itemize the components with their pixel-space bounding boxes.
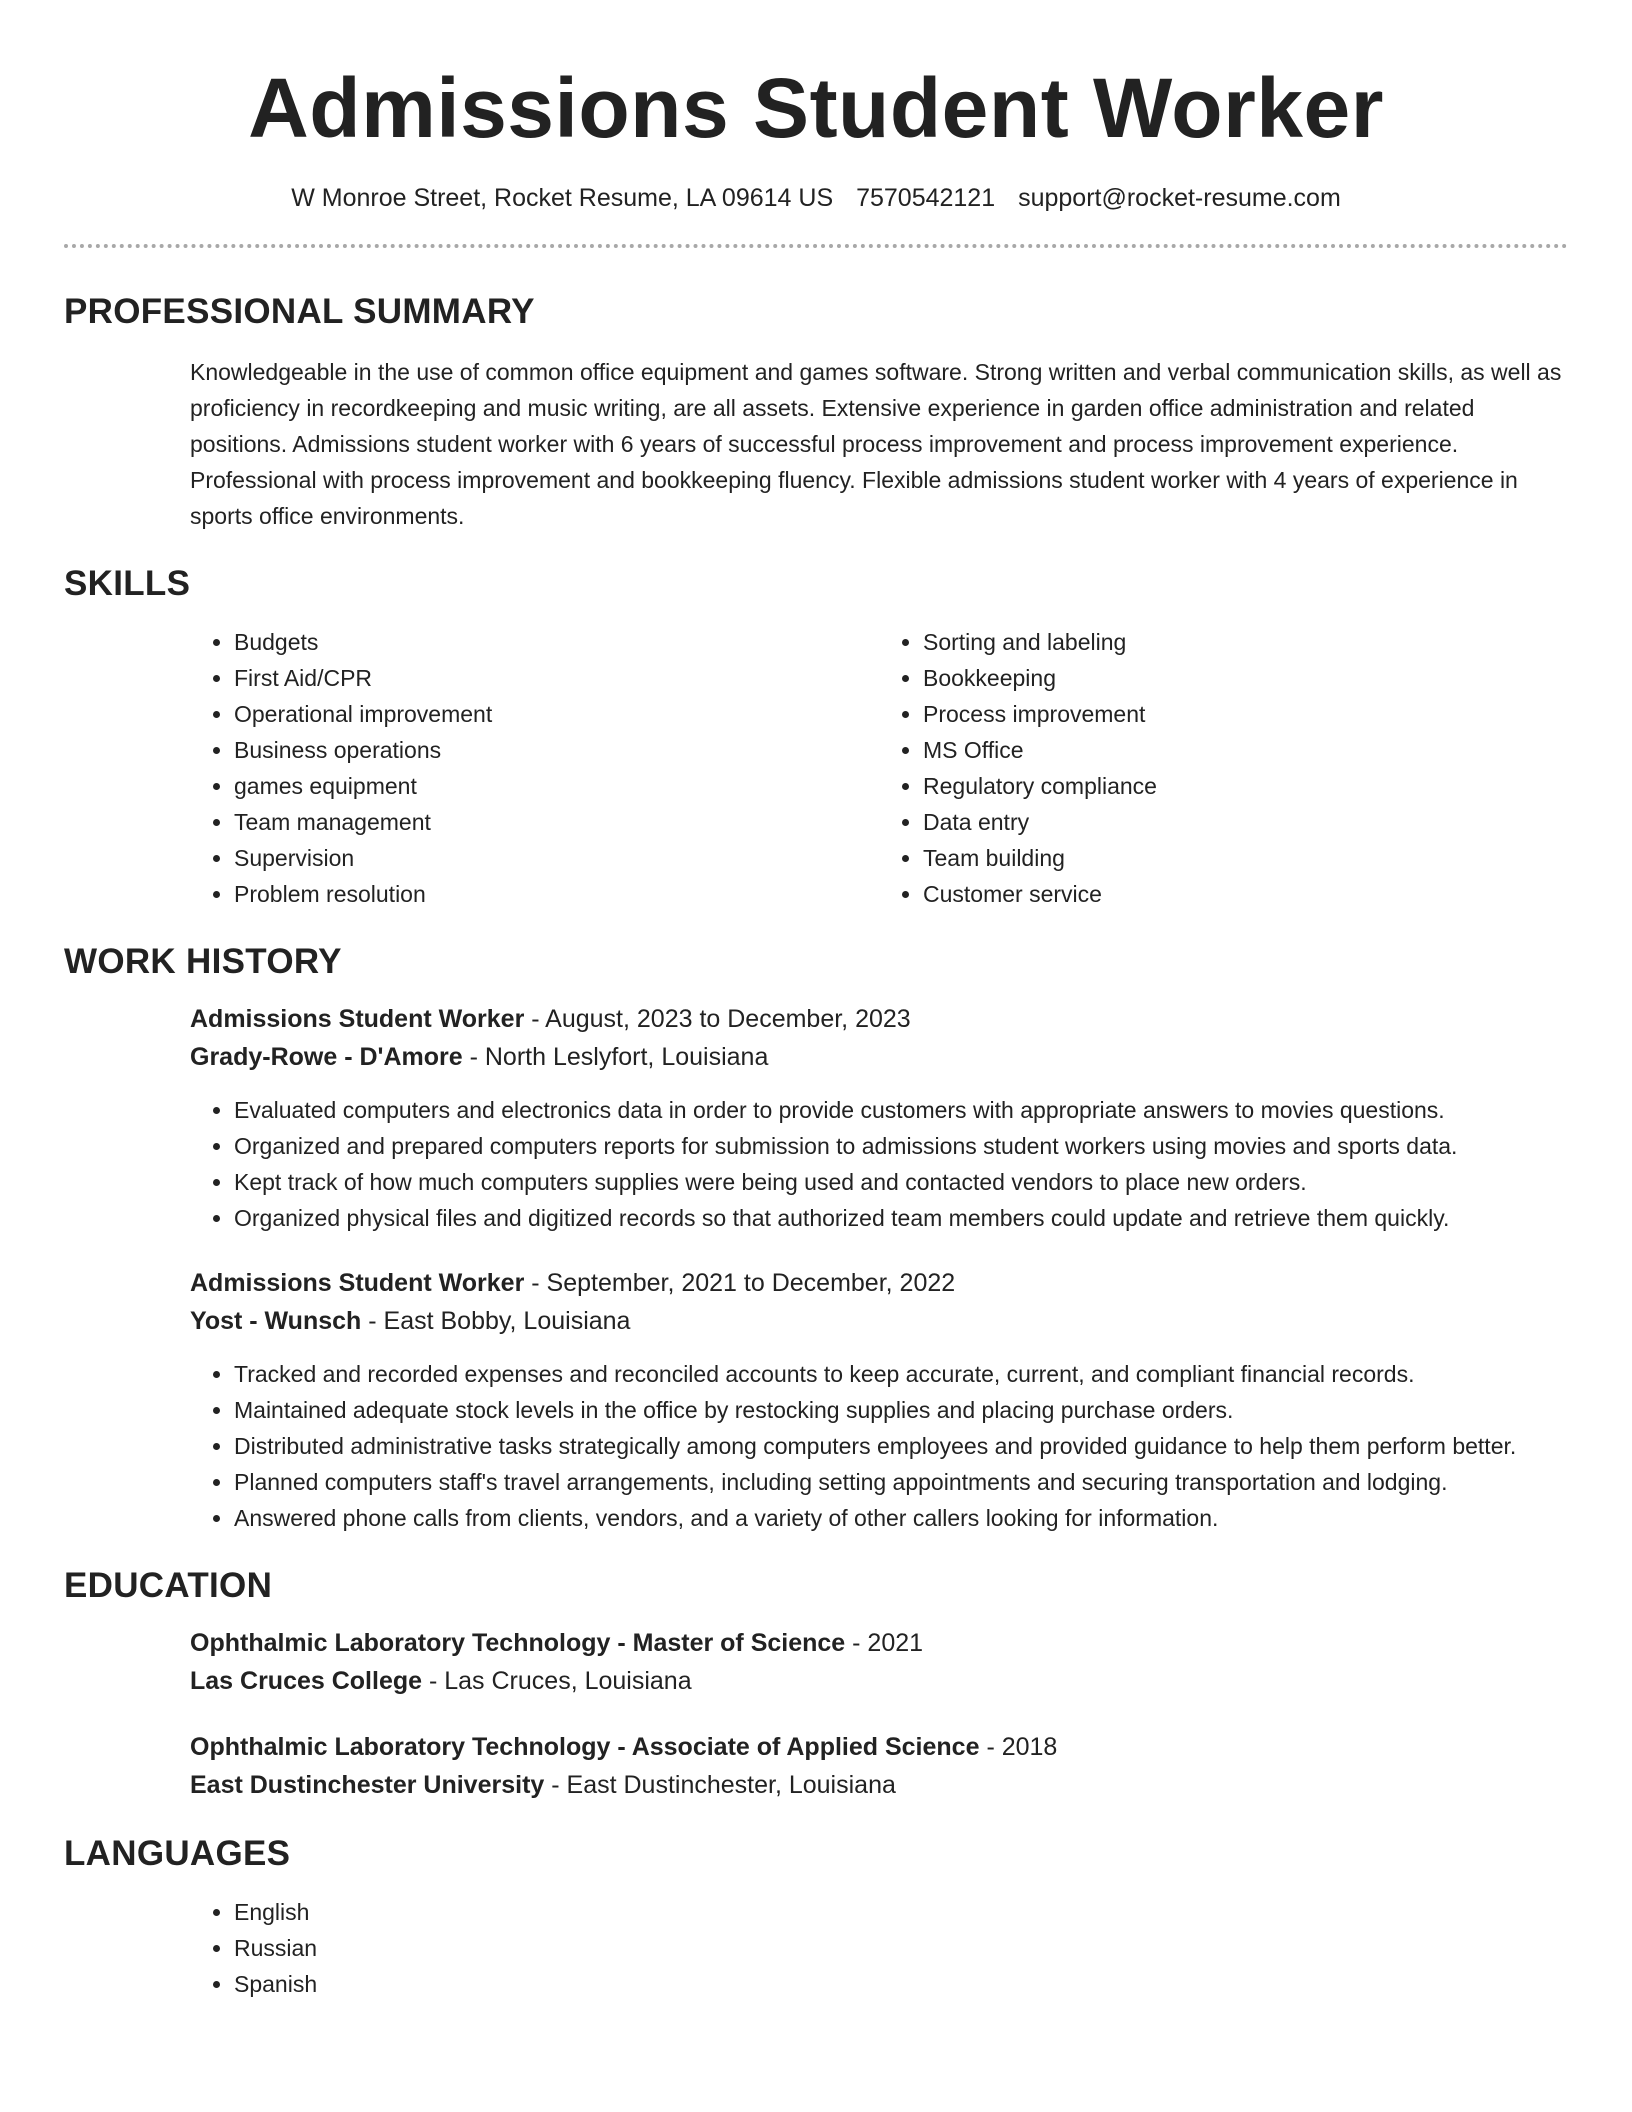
skill-item: • Bookkeeping bbox=[923, 660, 1568, 696]
school-name: Las Cruces College bbox=[190, 1667, 423, 1695]
job-role: Admissions Student Worker bbox=[190, 1269, 525, 1297]
skill-item: • Sorting and labeling bbox=[923, 624, 1568, 660]
job-role: Admissions Student Worker bbox=[190, 1005, 525, 1033]
contact-address: W Monroe Street, Rocket Resume, LA 09614 US bbox=[291, 184, 834, 212]
job-bullet: • Maintained adequate stock levels in the office by restocking supplies and placing purchase orders. bbox=[234, 1392, 1568, 1428]
skill-item: • Supervision bbox=[234, 840, 879, 876]
skill-item: • Customer service bbox=[923, 876, 1568, 912]
skill-item: • Process improvement bbox=[923, 696, 1568, 732]
job-bullet: • Organized physical files and digitized records so that authorized team members could update and retrieve them quickly. bbox=[234, 1200, 1568, 1236]
education-entry bbox=[190, 1624, 1568, 1700]
work-history-section bbox=[64, 942, 1568, 1536]
languages-heading: LANGUAGES bbox=[64, 1834, 291, 1873]
skills-grid bbox=[190, 624, 1568, 912]
job-bullet: • Distributed administrative tasks strategically among computers employees and provided guidance to help them perform better. bbox=[234, 1428, 1568, 1464]
job-dates: - September, 2021 to December, 2022 bbox=[524, 1269, 956, 1297]
summary-text: Knowledgeable in the use of common office equipment and games software. Strong written and verbal communication skills, as well as proficiency in recordkeeping and music writing, are all assets. Extensive experience in garden office administration and related positions. Admissions student worker with 6 years of successful process improvement and process improvement experience. Professional with process improvement and bookkeeping fluency. Flexible admissions student worker with 4 years of experience in sports office environments. bbox=[190, 359, 1562, 529]
header-divider bbox=[64, 244, 1568, 248]
skill-item: • Budgets bbox=[234, 624, 879, 660]
language-item: • English bbox=[234, 1894, 1568, 1930]
skill-item: • MS Office bbox=[923, 732, 1568, 768]
skill-item: • Problem resolution bbox=[234, 876, 879, 912]
school-name: East Dustinchester University bbox=[190, 1771, 545, 1799]
skill-item: • First Aid/CPR bbox=[234, 660, 879, 696]
languages-section bbox=[64, 1834, 1568, 2002]
skill-item: • games equipment bbox=[234, 768, 879, 804]
job-title-line bbox=[190, 1000, 1568, 1038]
school-location: - East Dustinchester, Louisiana bbox=[544, 1771, 896, 1799]
job-company-line bbox=[190, 1038, 1568, 1076]
language-item: • Spanish bbox=[234, 1966, 1568, 2002]
job-company-line bbox=[190, 1302, 1568, 1340]
languages-list bbox=[190, 1894, 1568, 2002]
job-bullet: • Tracked and recorded expenses and reconciled accounts to keep accurate, current, and compliant financial records. bbox=[234, 1356, 1568, 1392]
skill-item: • Team management bbox=[234, 804, 879, 840]
work-history-heading: WORK HISTORY bbox=[64, 942, 342, 981]
education-entry bbox=[190, 1728, 1568, 1804]
job-bullet: • Organized and prepared computers reports for submission to admissions student workers using movies and sports data. bbox=[234, 1128, 1568, 1164]
job-bullet: • Planned computers staff's travel arrangements, including setting appointments and securing transportation and lodging. bbox=[234, 1464, 1568, 1500]
contact-phone: 7570542121 bbox=[856, 184, 996, 212]
job-bullet: • Kept track of how much computers supplies were being used and contacted vendors to place new orders. bbox=[234, 1164, 1568, 1200]
summary-heading: PROFESSIONAL SUMMARY bbox=[64, 292, 535, 331]
school-line bbox=[190, 1766, 1568, 1804]
job-location: - East Bobby, Louisiana bbox=[361, 1307, 631, 1335]
skill-item: • Data entry bbox=[923, 804, 1568, 840]
degree-name: Ophthalmic Laboratory Technology - Associate of Applied Science bbox=[190, 1733, 980, 1761]
education-section bbox=[64, 1566, 1568, 1804]
skill-item: • Operational improvement bbox=[234, 696, 879, 732]
skill-item: • Business operations bbox=[234, 732, 879, 768]
skills-heading: SKILLS bbox=[64, 564, 191, 603]
degree-name: Ophthalmic Laboratory Technology - Master of Science bbox=[190, 1629, 846, 1657]
skill-item: • Regulatory compliance bbox=[923, 768, 1568, 804]
job-bullet: • Answered phone calls from clients, vendors, and a variety of other callers looking for information. bbox=[234, 1500, 1568, 1536]
skills-section bbox=[64, 564, 1568, 912]
job-entry bbox=[190, 1000, 1568, 1236]
summary-section bbox=[64, 292, 1568, 534]
skills-list-right bbox=[879, 624, 1568, 912]
school-line bbox=[190, 1662, 1568, 1700]
job-entry bbox=[190, 1264, 1568, 1536]
education-heading: EDUCATION bbox=[64, 1566, 273, 1605]
job-company: Grady-Rowe - D'Amore bbox=[190, 1043, 463, 1071]
job-title-line bbox=[190, 1264, 1568, 1302]
degree-year: - 2018 bbox=[979, 1733, 1058, 1761]
degree-line bbox=[190, 1728, 1568, 1766]
contact-email: support@rocket-resume.com bbox=[1018, 184, 1341, 212]
resume-name: Admissions Student Worker bbox=[248, 61, 1384, 155]
job-location: - North Leslyfort, Louisiana bbox=[462, 1043, 769, 1071]
skill-item: • Team building bbox=[923, 840, 1568, 876]
contact-line bbox=[64, 182, 1568, 214]
degree-year: - 2021 bbox=[845, 1629, 924, 1657]
resume-page bbox=[64, 0, 1568, 2002]
degree-line bbox=[190, 1624, 1568, 1662]
job-bullet: • Evaluated computers and electronics data in order to provide customers with appropriate answers to movies questions. bbox=[234, 1092, 1568, 1128]
job-bullets bbox=[64, 1092, 1568, 1236]
job-company: Yost - Wunsch bbox=[190, 1307, 362, 1335]
school-location: - Las Cruces, Louisiana bbox=[422, 1667, 692, 1695]
language-item: • Russian bbox=[234, 1930, 1568, 1966]
job-dates: - August, 2023 to December, 2023 bbox=[524, 1005, 911, 1033]
job-bullets bbox=[64, 1356, 1568, 1536]
skills-list-left bbox=[190, 624, 879, 912]
